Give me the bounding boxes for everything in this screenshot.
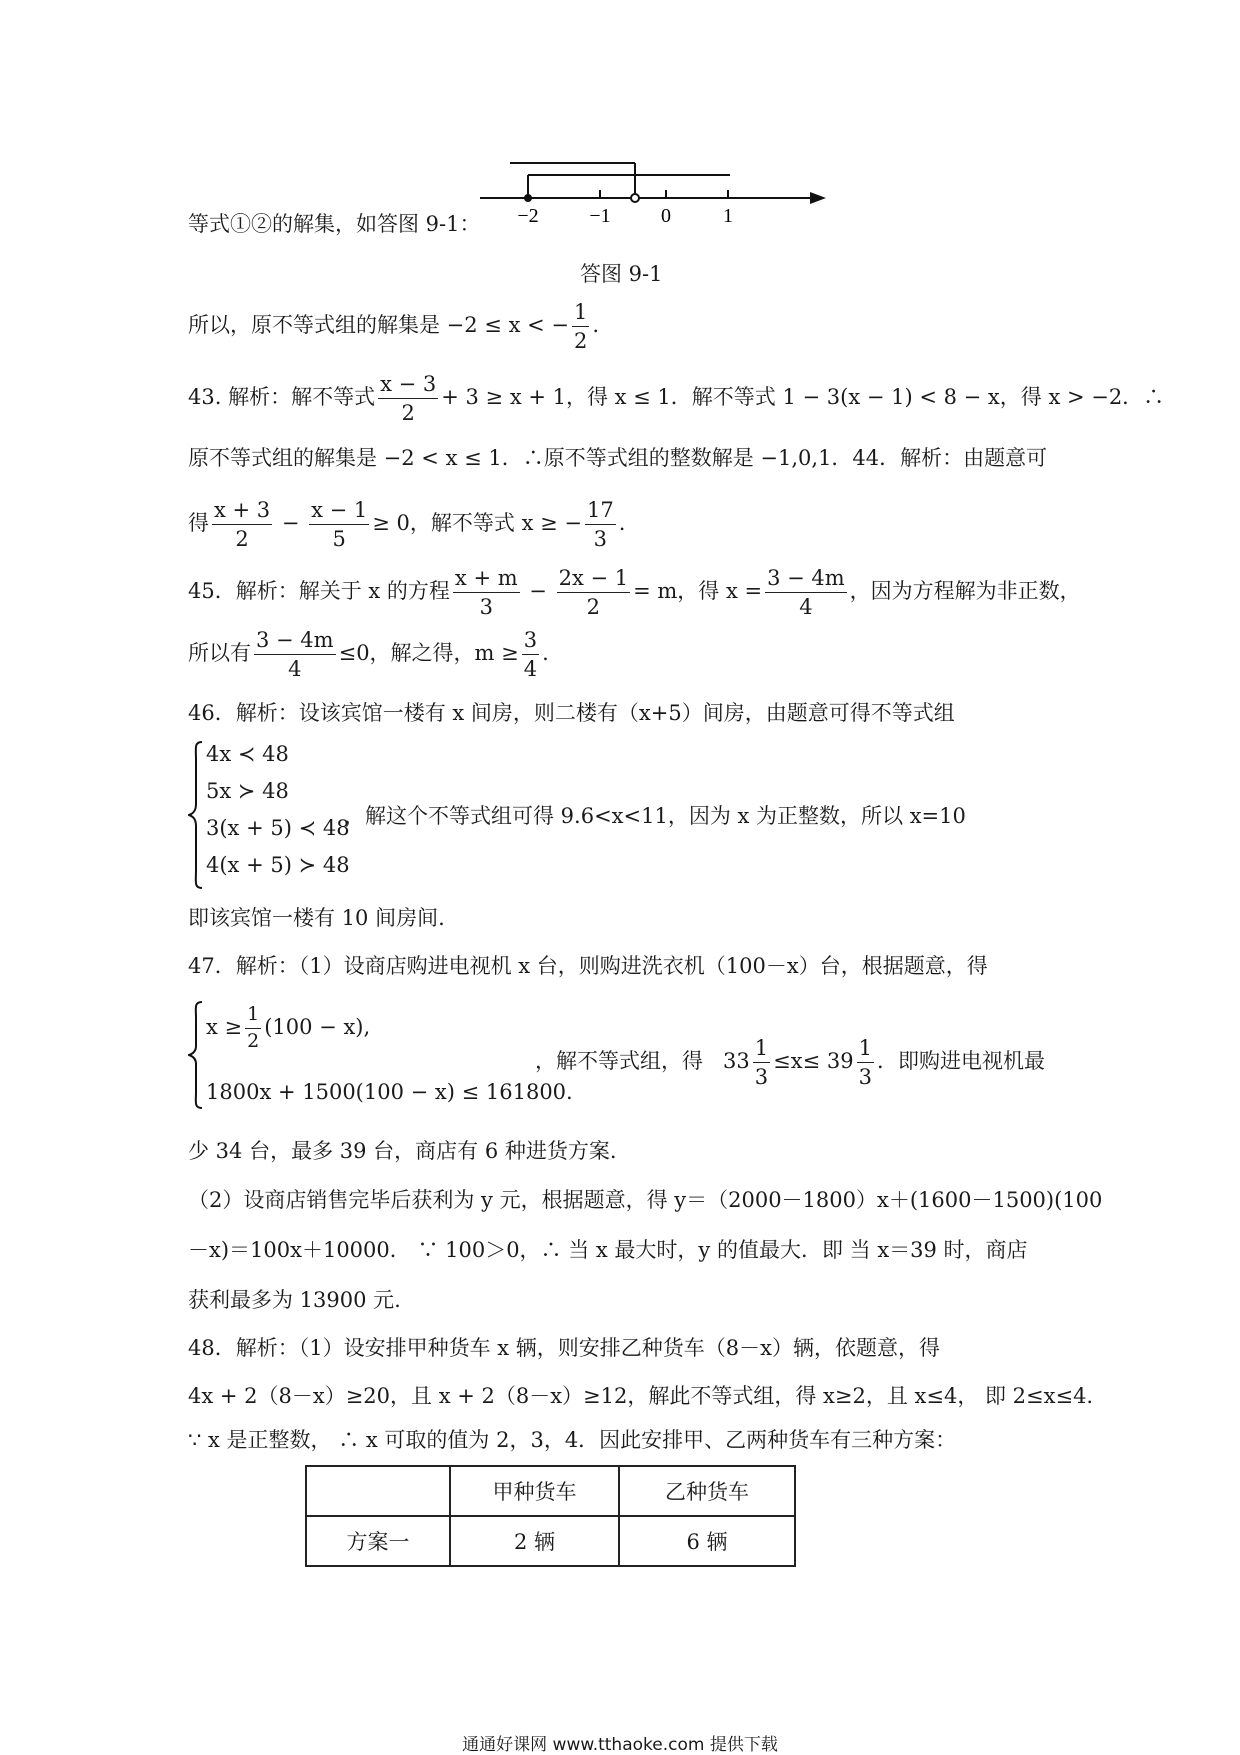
tick-label: 0	[661, 205, 671, 227]
table-cell: 方案一	[306, 1516, 450, 1566]
p46-system	[188, 740, 368, 890]
table-cell: 2 辆	[450, 1516, 619, 1566]
tick-label: 1	[723, 205, 733, 227]
p47-part2-line2: －x)＝100x＋10000． ∵ 100＞0，∴ 当 x 最大时，y 的值最大．即 当 x＝39 时，商店	[188, 1238, 1028, 1262]
p48-line3: ∵ x 是正整数， ∴ x 可取的值为 2，3，4．因此安排甲、乙两种货车有三种方案：	[188, 1428, 957, 1452]
left-brace-icon	[188, 740, 204, 890]
table-header-cell	[306, 1466, 450, 1516]
solid-point	[524, 194, 532, 202]
p48-intro: 48．解析：（1）设安排甲种货车 x 辆，则安排乙种货车（8－x）辆，依题意，得	[188, 1336, 940, 1360]
numberline-prefix: 等式①②的解集，如答图 9-1：	[188, 212, 481, 236]
p46-conclusion: 即该宾馆一楼有 10 间房间.	[188, 906, 445, 930]
figure-caption: 答图 9-1	[580, 262, 663, 286]
p42-conclusion: 所以，原不等式组的解集是 −2 ≤ x < − $\frac{1}{2}$ .	[188, 300, 600, 354]
p47-line-b: 少 34 台，最多 39 台，商店有 6 种进货方案.	[188, 1139, 617, 1163]
p45-line2: 所以有 $\frac{3 - 4m}{4}$ ≤0，解之得，m ≥ $\frac{3}{4}$ .	[188, 628, 549, 682]
p48-line2: 4x + 2（8－x）≥20，且 x + 2（8－x）≥12，解此不等式组，得 x≥2，且 x≤4， 即 2≤x≤4.	[188, 1384, 1094, 1408]
p46-after: ，解这个不等式组可得 9.6<x<11，因为 x 为正整数，所以 x=10	[344, 804, 966, 828]
p47-result: ，解不等式组，得 33 $\frac{1}{3}$ ≤x≤ 39 $\frac{1}{3}$ ．即购进电视机最	[535, 1036, 1045, 1090]
p44-line: 得 $\frac{x + 3}{2}$ − $\frac{x - 1}{5}$ ≥ 0，解不等式 x ≥ − $\frac{17}{3}$ .	[188, 498, 626, 552]
system-row: x ≥ $\frac{1}{2}$ (100 − x),	[206, 1003, 371, 1052]
open-point	[631, 194, 639, 202]
p47-part2-line3: 获利最多为 13900 元.	[188, 1288, 401, 1312]
table-header-cell: 乙种货车	[619, 1466, 795, 1516]
axis-arrow	[810, 192, 826, 204]
system-row: 4(x + 5) ≻ 48	[206, 853, 350, 877]
p47-part2-line1: （2）设商店销售完毕后获利为 y 元，根据题意，得 y＝（2000－1800）x＋(1600－1500)(100	[188, 1188, 1103, 1212]
table-header-cell: 甲种货车	[450, 1466, 619, 1516]
left-brace-icon	[188, 1000, 204, 1110]
system-row: 5x ≻ 48	[206, 779, 289, 803]
p45-line1: 45．解析：解关于 x 的方程 $\frac{x + m}{3}$ − $\frac{2x - 1}{2}$ = m，得 x = $\frac{3 - 4m}{4}$ ，因为方程解为非正数，	[188, 566, 1081, 620]
p46-intro: 46．解析：设该宾馆一楼有 x 间房，则二楼有（x+5）间房，由题意可得不等式组	[188, 701, 955, 725]
table-header-row	[306, 1466, 795, 1516]
number-line-figure	[470, 150, 830, 230]
system-row: 1800x + 1500(100 − x) ≤ 161800.	[206, 1080, 573, 1104]
plan-table	[305, 1465, 796, 1567]
tick-label: −2	[517, 205, 539, 227]
system-row: 3(x + 5) ≺ 48	[206, 816, 350, 840]
page-footer: 通通好课网 www.tthaoke.com 提供下载	[462, 1735, 778, 1755]
tick-label: −1	[589, 205, 611, 227]
system-row: 4x ≺ 48	[206, 742, 289, 766]
table-cell: 6 辆	[619, 1516, 795, 1566]
table-row	[306, 1516, 795, 1566]
p43-line2: 原不等式组的解集是 −2 < x ≤ 1．∴原不等式组的整数解是 −1,0,1．44．解析：由题意可	[188, 446, 1048, 470]
p43-line1: 43. 解析：解不等式 $\frac{x - 3}{2}$ + 3 ≥ x + 1，得 x ≤ 1．解不等式 1 − 3(x − 1) < 8 − x，得 x > −2．∴	[188, 372, 1165, 426]
p47-system	[188, 1000, 573, 1110]
p47-intro: 47．解析：（1）设商店购进电视机 x 台，则购进洗衣机（100－x）台，根据题意，得	[188, 954, 988, 978]
